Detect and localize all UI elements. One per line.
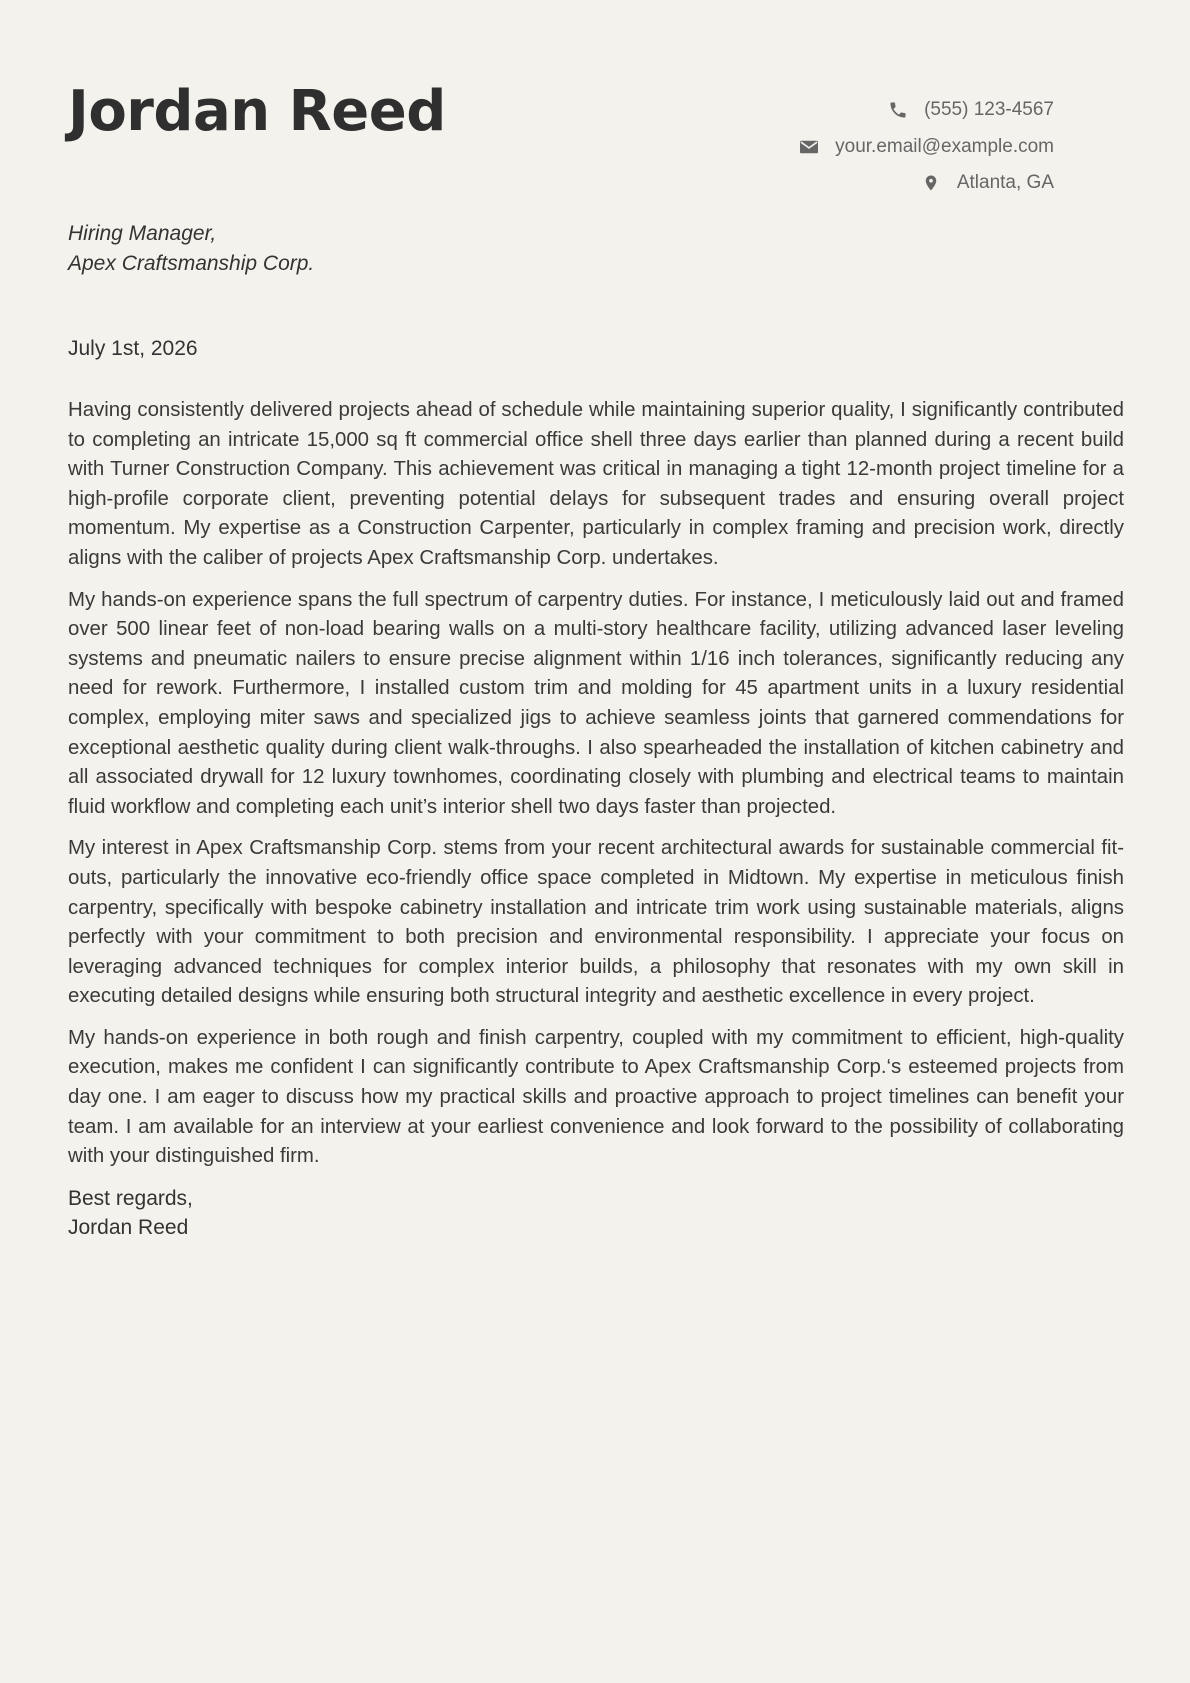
recipient-company: Apex Craftsmanship Corp. (68, 252, 315, 275)
phone-icon (886, 98, 910, 122)
body-paragraph-3: My interest in Apex Craftsmanship Corp. stems from your recent architectural awards for sustainable commercial fit-outs, particularly the innovative eco-friendly office space completed in Midtown. My expertise in meticulous finish carpentry, specifically with bespoke cabinetry installation and intricate trim work using sustainable materials, aligns perfectly with your commitment to both precision and environmental responsibility. I appreciate your focus on leveraging advanced techniques for complex interior builds, a philosophy that resonates with my own skill in executing detailed designs while ensuring both structural integrity and aesthetic excellence in every project. (68, 837, 1124, 1008)
recipient-block (68, 219, 314, 279)
letter-header (68, 0, 1122, 200)
letter-body (68, 396, 1124, 1243)
closing-line: Best regards, (68, 1186, 193, 1210)
applicant-name: Jordan Reed (68, 79, 446, 144)
body-paragraph-4: My hands-on experience in both rough and finish carpentry, coupled with my commitment to efficient, high-quality execution, makes me confident I can significantly contribute to Apex Craftsmanship Corp.‘s esteemed projects from day one. I am eager to discuss how my practical skills and proactive approach to project timelines can benefit your team. I am available for an interview at your earliest convenience and look forward to the possibility of collaborating with your distinguished firm. (68, 1026, 1124, 1168)
body-paragraph-1: Having consistently delivered projects ahead of schedule while maintaining superior quality, I significantly contributed to completing an intricate 15,000 sq ft commercial office shell three days earlier than planned during a recent build with Turner Construction Company. This achievement was critical in managing a tight 12-month project timeline for a high-profile corporate client, preventing potential delays for subsequent trades and ensuring overall project momentum. My expertise as a Construction Carpenter, particularly in complex framing and precision work, directly aligns with the caliber of projects Apex Craftsmanship Corp. undertakes. (68, 399, 1124, 569)
body-paragraph-2: My hands-on experience spans the full spectrum of carpentry duties. For instance, I meticulously laid out and framed over 500 linear feet of non-load bearing walls on a multi-story healthcare facility, utilizing advanced laser leveling systems and pneumatic nailers to ensure precise alignment within 1/16 inch tolerances, significantly reducing any need for rework. Furthermore, I installed custom trim and molding for 45 apartment units in a luxury residential complex, employing miter saws and specialized jigs to achieve seamless joints that garnered commendations for exceptional aesthetic quality during client walk-throughs. I also spearheaded the installation of kitchen cabinetry and all associated drywall for 12 luxury townhomes, coordinating closely with plumbing and electrical teams to maintain fluid workflow and completing each unit’s interior shell two days faster than projected. (68, 588, 1124, 818)
envelope-icon (797, 135, 821, 159)
signature-name: Jordan Reed (68, 1216, 189, 1240)
contact-block (797, 92, 1054, 202)
contact-phone: (555) 123-4567 (924, 99, 1054, 121)
recipient-title: Hiring Manager, (68, 222, 217, 245)
contact-phone-row (797, 92, 1054, 129)
letter-date: July 1st, 2026 (68, 337, 198, 360)
contact-location-row (797, 165, 1054, 202)
contact-location: Atlanta, GA (956, 172, 1054, 194)
contact-email-row (797, 129, 1054, 166)
contact-email: your.email@example.com (835, 135, 1054, 157)
signoff-block (68, 1184, 1124, 1243)
map-pin-icon (919, 171, 943, 195)
